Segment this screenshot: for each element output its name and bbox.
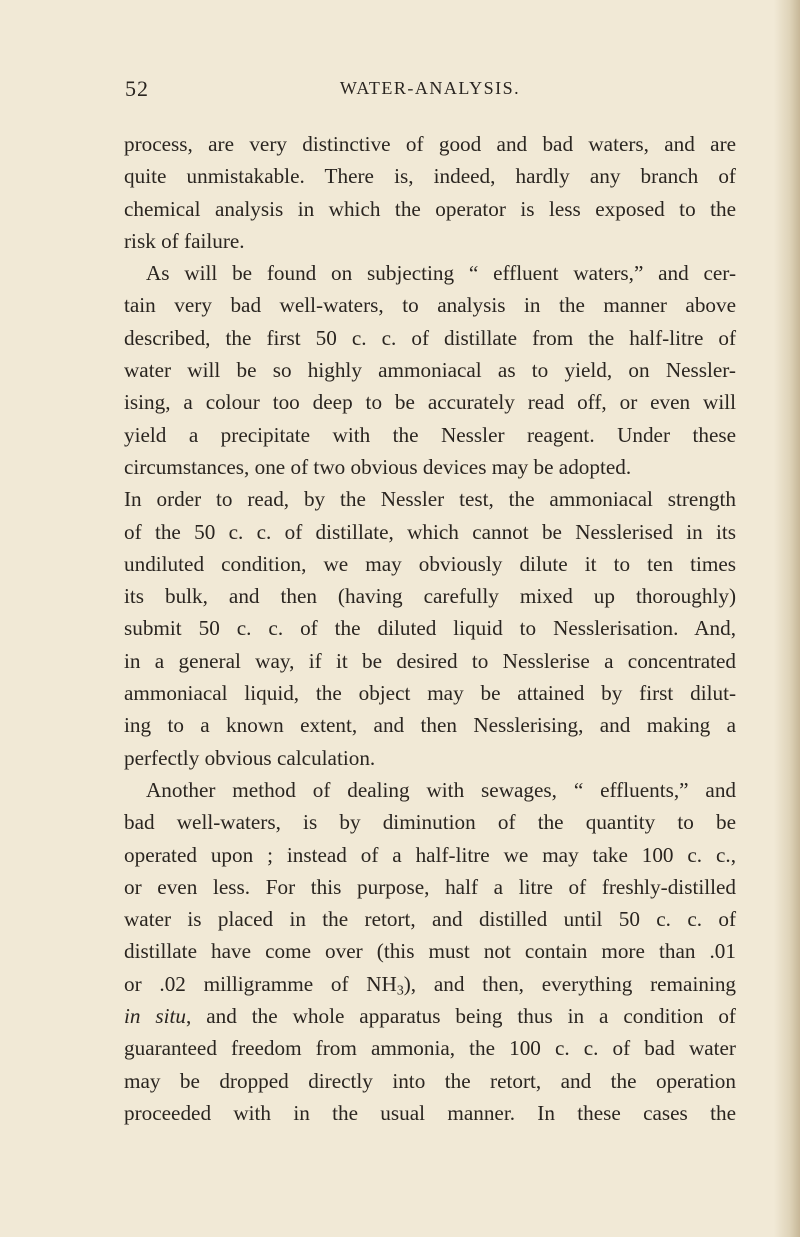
text-line: ing to a known extent, and then Nesslerising, and making a [124, 713, 737, 738]
subscript-3: 3 [396, 982, 404, 998]
text-line: quite unmistakable. There is, indeed, hardly any branch of [124, 164, 736, 189]
text-line: water is placed in the retort, and distilled until 50 c. c. of [124, 907, 737, 932]
text-line: of the 50 c. c. of distillate, which cannot be Nesslerised in its [124, 519, 737, 544]
text-line: chemical analysis in which the operator is less exposed to the [124, 196, 737, 221]
text-body [124, 128, 736, 1129]
running-head: WATER-ANALYSIS. [339, 78, 521, 98]
page-number: 52 [125, 76, 149, 101]
text-line: undiluted condition, we may obviously dilute it to ten times [124, 551, 737, 576]
text-line: perfectly obvious calculation. [124, 745, 376, 770]
text-line: operated upon ; instead of a half-litre we may take 100 c. c., [124, 842, 736, 867]
paragraph-3 [124, 774, 736, 1129]
text-line-in-situ [124, 1000, 736, 1032]
page-header [125, 76, 735, 106]
text-line: yield a precipitate with the Nessler reagent. Under these [124, 422, 736, 447]
text-line: may be dropped directly into the retort, and the operation [124, 1068, 736, 1093]
text-line: in a general way, if it be desired to Nesslerise a concentrated [124, 648, 737, 673]
text-line: risk of failure. [124, 228, 245, 253]
text-line: submit 50 c. c. of the diluted liquid to Nesslerisation. And, [124, 616, 736, 641]
text-line: water will be so highly ammoniacal as to yield, on Nessler- [124, 358, 736, 383]
text-line: circumstances, one of two obvious devices may be adopted. [124, 454, 632, 479]
italic-in-situ: in situ [124, 1004, 187, 1029]
text-line: ammoniacal liquid, the object may be attained by first dilut- [124, 681, 737, 706]
text-line: proceeded with in the usual manner. In these cases the [124, 1100, 736, 1125]
text-line: described, the first 50 c. c. of distillate from the half-litre of [124, 325, 737, 350]
text-fragment: ), and then, everything remaining [403, 971, 737, 996]
text-line: distillate have come over (this must not contain more than .01 [124, 939, 736, 964]
text-line: process, are very distinctive of good and bad waters, and are [124, 132, 737, 156]
text-fragment: or .02 milligramme of NH [124, 971, 397, 996]
page-edge-shadow [774, 0, 800, 1237]
text-line: ising, a colour too deep to be accurately read off, or even will [124, 390, 736, 415]
text-line-nh3 [124, 968, 736, 1000]
paragraph-1 [124, 128, 736, 257]
text-line: Another method of dealing with sewages, “ effluents,” and [146, 777, 737, 802]
paragraph-2 [124, 257, 736, 774]
text-line: bad well-waters, is by diminution of the quantity to be [124, 810, 736, 835]
text-line: As will be found on subjecting “ effluent waters,” and cer- [146, 261, 736, 286]
text-line: tain very bad well-waters, to analysis in the manner above [124, 293, 737, 318]
text-line: In order to read, by the Nessler test, the ammoniacal strength [124, 487, 736, 512]
text-line: guaranteed freedom from ammonia, the 100 c. c. of bad water [124, 1036, 736, 1061]
text-line: or even less. For this purpose, half a litre of freshly-distilled [124, 874, 736, 899]
text-fragment: , and the whole apparatus being thus in a condition of [186, 1004, 736, 1029]
text-line: its bulk, and then (having carefully mixed up thoroughly) [124, 584, 736, 609]
